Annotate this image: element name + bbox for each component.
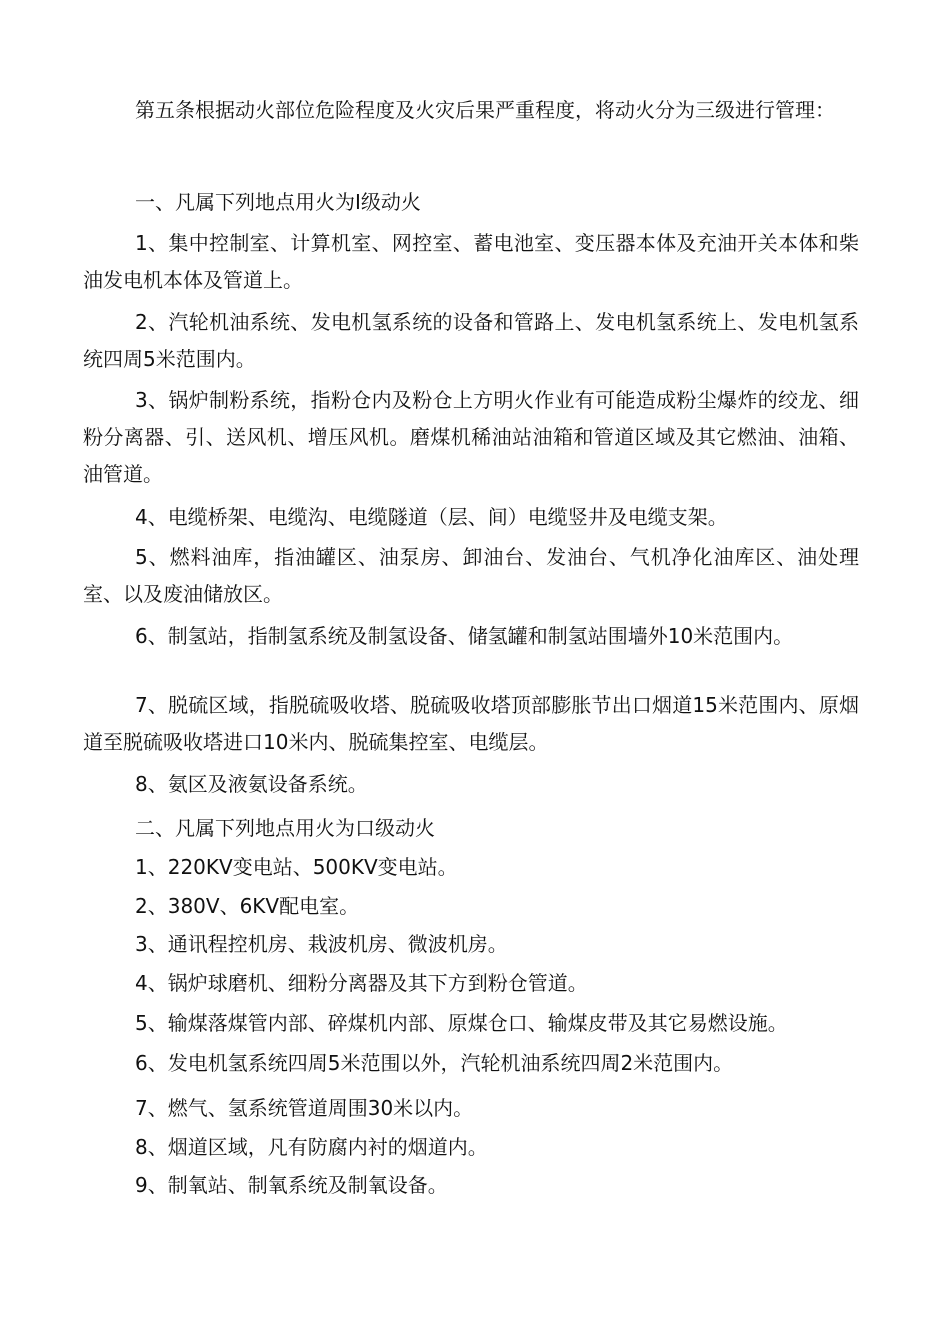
paragraph-l1-item-3: 3、锅炉制粉系统，指粉仓内及粉仓上方明火作业有可能造成粉尘爆炸的绞龙、细粉分离器、引、送风机、增压风机。磨煤机稀油站油箱和管道区域及其它燃油、油箱、油管道。	[83, 388, 859, 486]
paragraph-l2-item-3: 3、通讯程控机房、栽波机房、微波机房。	[135, 932, 508, 956]
paragraph-l1-item-8: 8、氨区及液氨设备系统。	[135, 772, 368, 796]
paragraph-l1-item-4: 4、电缆桥架、电缆沟、电缆隧道（层、间）电缆竖井及电缆支架。	[135, 505, 728, 529]
paragraph-l1-item-2: 2、汽轮机油系统、发电机氢系统的设备和管路上、发电机氢系统上、发电机氢系统四周5米范围内。	[83, 310, 859, 371]
heading-level-1-fire: 一、凡属下列地点用火为Ⅰ级动火	[135, 190, 421, 214]
paragraph-article-5: 第五条根据动火部位危险程度及火灾后果严重程度，将动火分为三级进行管理：	[135, 98, 835, 122]
paragraph-l2-item-5: 5、输煤落煤管内部、碎煤机内部、原煤仓口、输煤皮带及其它易燃设施。	[135, 1011, 788, 1035]
heading-level-2-fire: 二、凡属下列地点用火为口级动火	[135, 816, 435, 840]
paragraph-l1-item-7: 7、脱硫区域，指脱硫吸收塔、脱硫吸收塔顶部膨胀节出口烟道15米范围内、原烟道至脱硫吸收塔进口10米内、脱硫集控室、电缆层。	[83, 693, 859, 754]
paragraph-l2-item-4: 4、锅炉球磨机、细粉分离器及其下方到粉仓管道。	[135, 971, 588, 995]
paragraph-l1-item-5: 5、燃料油库，指油罐区、油泵房、卸油台、发油台、气机净化油库区、油处理室、以及废油储放区。	[83, 545, 859, 606]
paragraph-l2-item-2: 2、380V、6KV配电室。	[135, 894, 360, 918]
paragraph-l1-item-6: 6、制氢站，指制氢系统及制氢设备、储氢罐和制氢站围墙外10米范围内。	[135, 624, 794, 648]
paragraph-l2-item-8: 8、烟道区域，凡有防腐内衬的烟道内。	[135, 1135, 488, 1159]
paragraph-l2-item-9: 9、制氧站、制氧系统及制氧设备。	[135, 1173, 448, 1197]
paragraph-l2-item-7: 7、燃气、氢系统管道周围30米以内。	[135, 1096, 474, 1120]
paragraph-l1-item-1: 1、集中控制室、计算机室、网控室、蓄电池室、变压器本体及充油开关本体和柴油发电机本体及管道上。	[83, 231, 859, 292]
paragraph-l2-item-6: 6、发电机氢系统四周5米范围以外，汽轮机油系统四周2米范围内。	[135, 1051, 734, 1075]
paragraph-l2-item-1: 1、220KV变电站、500KV变电站。	[135, 855, 458, 879]
